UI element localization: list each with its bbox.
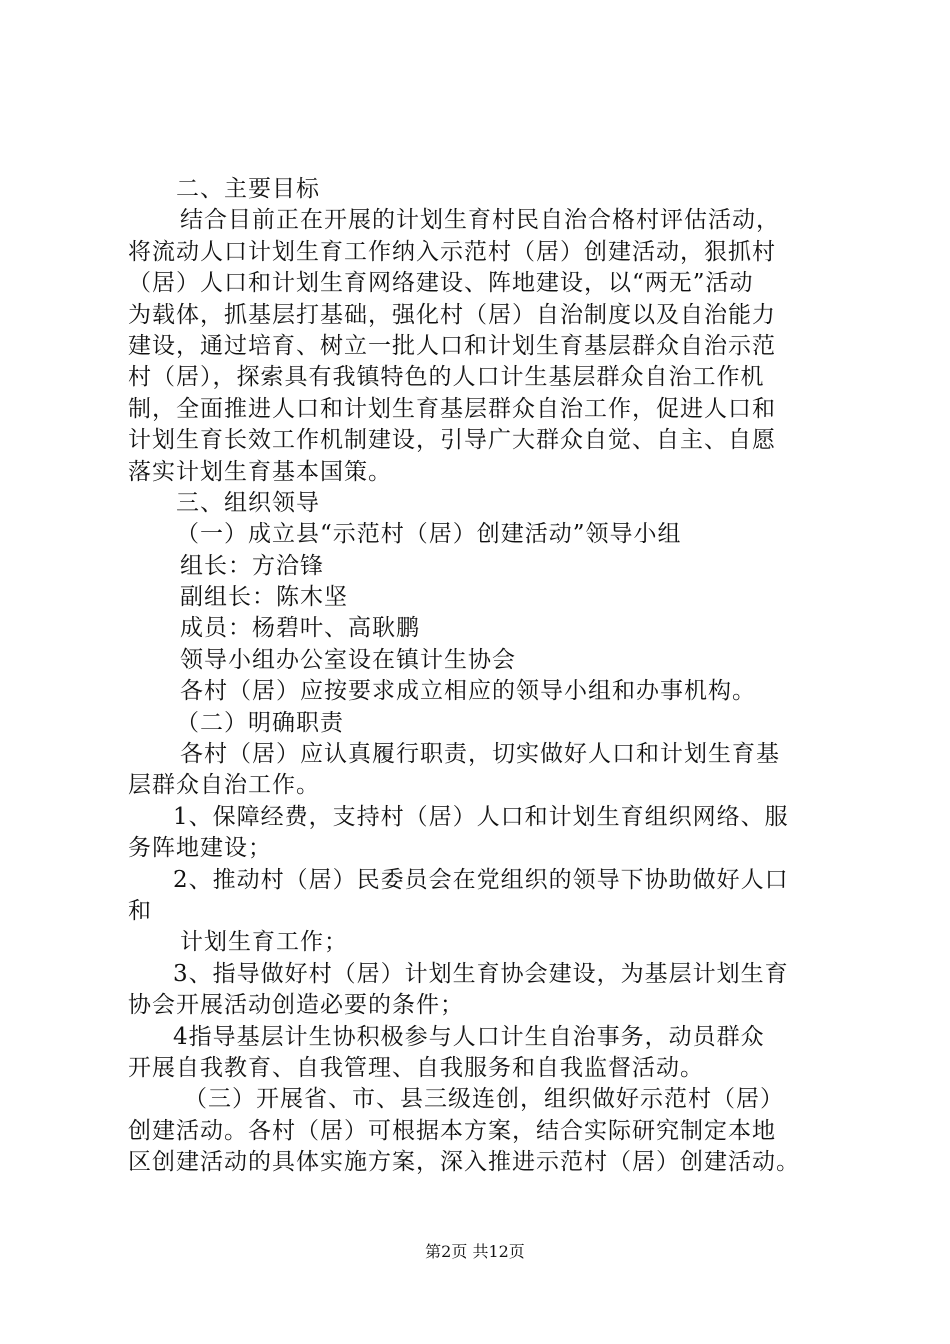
paragraph-line: 领导小组办公室设在镇计生协会	[180, 646, 516, 673]
section-heading: 二、主要目标	[176, 176, 320, 202]
paragraph-line: 建设，通过培育、树立一批人口和计划生育基层群众自治示范	[128, 332, 776, 359]
paragraph-line: 制，全面推进人口和计划生育基层群众自治工作，促进人口和	[128, 395, 776, 422]
page-footer: 第2页 共12页	[425, 1242, 525, 1261]
paragraph-line: 计划生育长效工作机制建设，引导广大群众自觉、自主、自愿	[128, 427, 776, 454]
list-item-line: 3、指导做好村（居）计划生育协会建设，为基层计划生育	[173, 960, 789, 987]
subsection-heading: （三）开展省、市、县三级连创，组织做好示范村（居）	[184, 1086, 784, 1113]
paragraph-line: 层群众自治工作。	[128, 772, 320, 799]
list-item-line: 2、推动村（居）民委员会在党组织的领导下协助做好人口	[173, 866, 789, 893]
paragraph-line: 创建活动。各村（居）可根据本方案，结合实际研究制定本地	[128, 1117, 776, 1144]
paragraph-line: 结合目前正在开展的计划生育村民自治合格村评估活动，	[180, 207, 780, 234]
paragraph-line: （居）人口和计划生育网络建设、阵地建设，以“两无”活动	[128, 270, 754, 297]
paragraph-line: 村（居），探索具有我镇特色的人口计生基层群众自治工作机	[128, 364, 765, 391]
paragraph-line: 成员：杨碧叶、高耿鹏	[180, 615, 420, 642]
list-item-line: 协会开展活动创造必要的条件；	[128, 992, 464, 1019]
list-item-line: 务阵地建设；	[128, 835, 272, 862]
list-item-line: 和	[128, 897, 152, 924]
paragraph-line: 为载体，抓基层打基础，强化村（居）自治制度以及自治能力	[128, 301, 776, 328]
paragraph-line: 落实计划生育基本国策。	[128, 458, 392, 485]
document-body	[128, 174, 840, 1179]
paragraph-line: 将流动人口计划生育工作纳入示范村（居）创建活动，狠抓村	[128, 238, 776, 265]
paragraph-line: 各村（居）应认真履行职责，切实做好人口和计划生育基	[180, 741, 780, 768]
section-heading: 三、组织领导	[176, 489, 320, 516]
subsection-heading: （一）成立县“示范村（居）创建活动”领导小组	[176, 521, 682, 548]
list-item-line: 开展自我教育、自我管理、自我服务和自我监督活动。	[128, 1054, 704, 1081]
paragraph-line: 区创建活动的具体实施方案，深入推进示范村（居）创建活动。	[128, 1149, 800, 1176]
paragraph-line: 副组长：陈木坚	[180, 584, 348, 611]
paragraph-line: 各村（居）应按要求成立相应的领导小组和办事机构。	[180, 678, 756, 705]
list-item-line: 计划生育工作；	[180, 929, 348, 956]
subsection-heading: （二）明确职责	[176, 709, 344, 736]
paragraph-line: 组长：方洽锋	[180, 552, 324, 579]
list-item-line: 4指导基层计生协积极参与人口计生自治事务，动员群众	[173, 1023, 765, 1050]
list-item-line: 1、保障经费，支持村（居）人口和计划生育组织网络、服	[173, 803, 789, 830]
